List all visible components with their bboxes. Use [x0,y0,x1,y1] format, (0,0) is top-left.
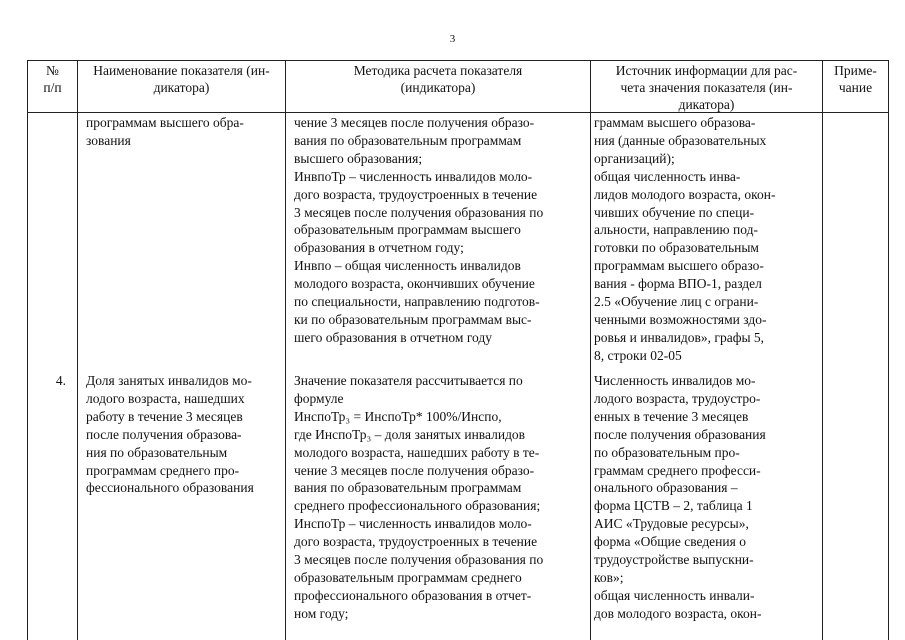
row-2-num: 4. [55,373,66,388]
header-source: Источник информации для рас- чета значения показателя (ин- дикатора) [615,63,798,112]
table-border-left [27,60,28,640]
table-divider-3 [590,60,591,640]
header-method: Методика расчета показателя (индикатора) [353,63,523,95]
row-2-name: Доля занятых инвалидов мо- лодого возраста, нашедших работу в течение 3 месяцев после получения образова- ния по образовательным программам среднего про- фессионального образования [86,373,254,496]
row-2-method: Значение показателя рассчитывается по формуле ИнспоТр₃ = ИнспоТр* 100%/Инспо, где ИнспоТр₃ – доля занятых инвалидов молодого возраста, нашедших работу в те- чение 3 месяцев после получения образо- вания по образовательным программам среднего профессионального образования; ИнспоТр – численность инвалидов моло- дого возраста, трудоустроенных в течение 3 месяцев после получения образования по образовательным программам среднего профессионального образования в отчет- ном году; [294,373,544,621]
row-1-method: чение 3 месяцев после получения образо- вания по образовательным программам высшего образования; ИнвпоТр – численность инвалидов моло- дого возраста, трудоустроенных в течение 3 месяцев после получения образования по образовательным программам высшего образования в отчетном году; Инвпо – общая численность инвалидов молодого возраста, окончивших обучение по специальности, направлению подготов- ки по образовательным программам выс- шего образования в отчетном году [294,115,544,345]
row-1-source: граммам высшего образова- ния (данные образовательных организаций); общая численность инва- лидов молодого возраста, окон- чивших обучение по специ- альности, направлению под- готовки по образовательным программам высшего образо- вания - форма ВПО-1, раздел 2.5 «Обучение лиц с ограни- ченными возможностями здо- ровья и инвалидов», графы 5, 8, строки 02-05 [594,115,776,363]
table-header-divider [27,112,889,113]
header-note: Приме- чание [834,63,877,95]
header-num: № п/п [43,63,62,95]
header-name: Наименование показателя (ин- дикатора) [93,63,270,95]
table-divider-2 [285,60,286,640]
page-number: 3 [449,33,456,45]
table-border-right [888,60,889,640]
row-2-source: Численность инвалидов мо- лодого возраста, трудоустро- енных в течение 3 месяцев после получения образования по образовательным про- граммам среднего професси- онального образования – форма ЦСТВ – 2, таблица 1 АИС «Трудовые ресурсы», форма «Общие сведения о трудоустройстве выпускни- ков»; общая численность инвали- дов молодого возраста, окон- [594,373,766,621]
row-1-name: программам высшего обра- зования [86,115,244,148]
table-divider-4 [822,60,823,640]
table-divider-1 [77,60,78,640]
